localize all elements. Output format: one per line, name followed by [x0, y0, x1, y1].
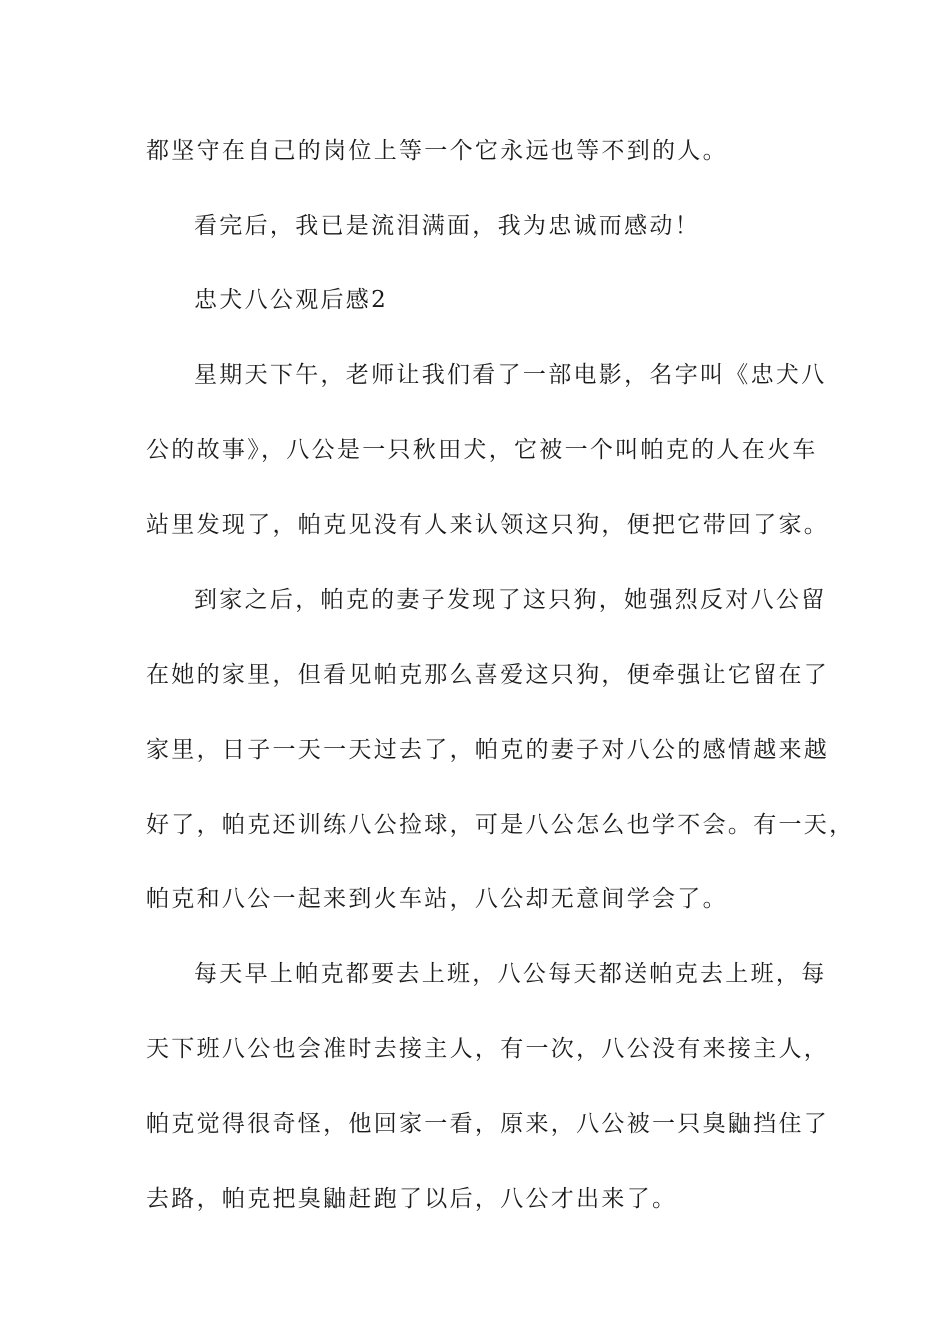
text-line-4: 星期天下午，老师让我们看了一部电影，名字叫《忠犬八: [194, 362, 827, 388]
section-heading: 忠犬八公观后感2: [194, 287, 389, 313]
text-line-1: 都坚守在自己的岗位上等一个它永远也等不到的人。: [146, 138, 728, 164]
text-line-8: 在她的家里，但看见帕克那么喜爱这只狗，便牵强让它留在了: [146, 662, 830, 688]
text-line-7: 到家之后，帕克的妻子发现了这只狗，她强烈反对八公留: [194, 587, 827, 613]
text-line-12: 每天早上帕克都要去上班，八公每天都送帕克去上班，每: [194, 961, 827, 987]
text-line-14: 帕克觉得很奇怪，他回家一看，原来，八公被一只臭鼬挡住了: [146, 1111, 830, 1137]
text-line-11: 帕克和八公一起来到火车站，八公却无意间学会了。: [146, 886, 728, 912]
text-line-2: 看完后，我已是流泪满面，我为忠诚而感动！: [194, 213, 700, 239]
text-line-5: 公的故事》，八公是一只秋田犬，它被一个叫帕克的人在火车: [146, 437, 818, 463]
text-line-6: 站里发现了，帕克见没有人来认领这只狗，便把它带回了家。: [146, 512, 830, 538]
text-line-13: 天下班八公也会准时去接主人，有一次，八公没有来接主人，: [146, 1036, 830, 1062]
text-line-15: 去路，帕克把臭鼬赶跑了以后，八公才出来了。: [146, 1186, 678, 1212]
text-line-9: 家里，日子一天一天过去了，帕克的妻子对八公的感情越来越: [146, 737, 830, 763]
text-line-10: 好了，帕克还训练八公捡球，可是八公怎么也学不会。有一天，: [146, 812, 855, 838]
